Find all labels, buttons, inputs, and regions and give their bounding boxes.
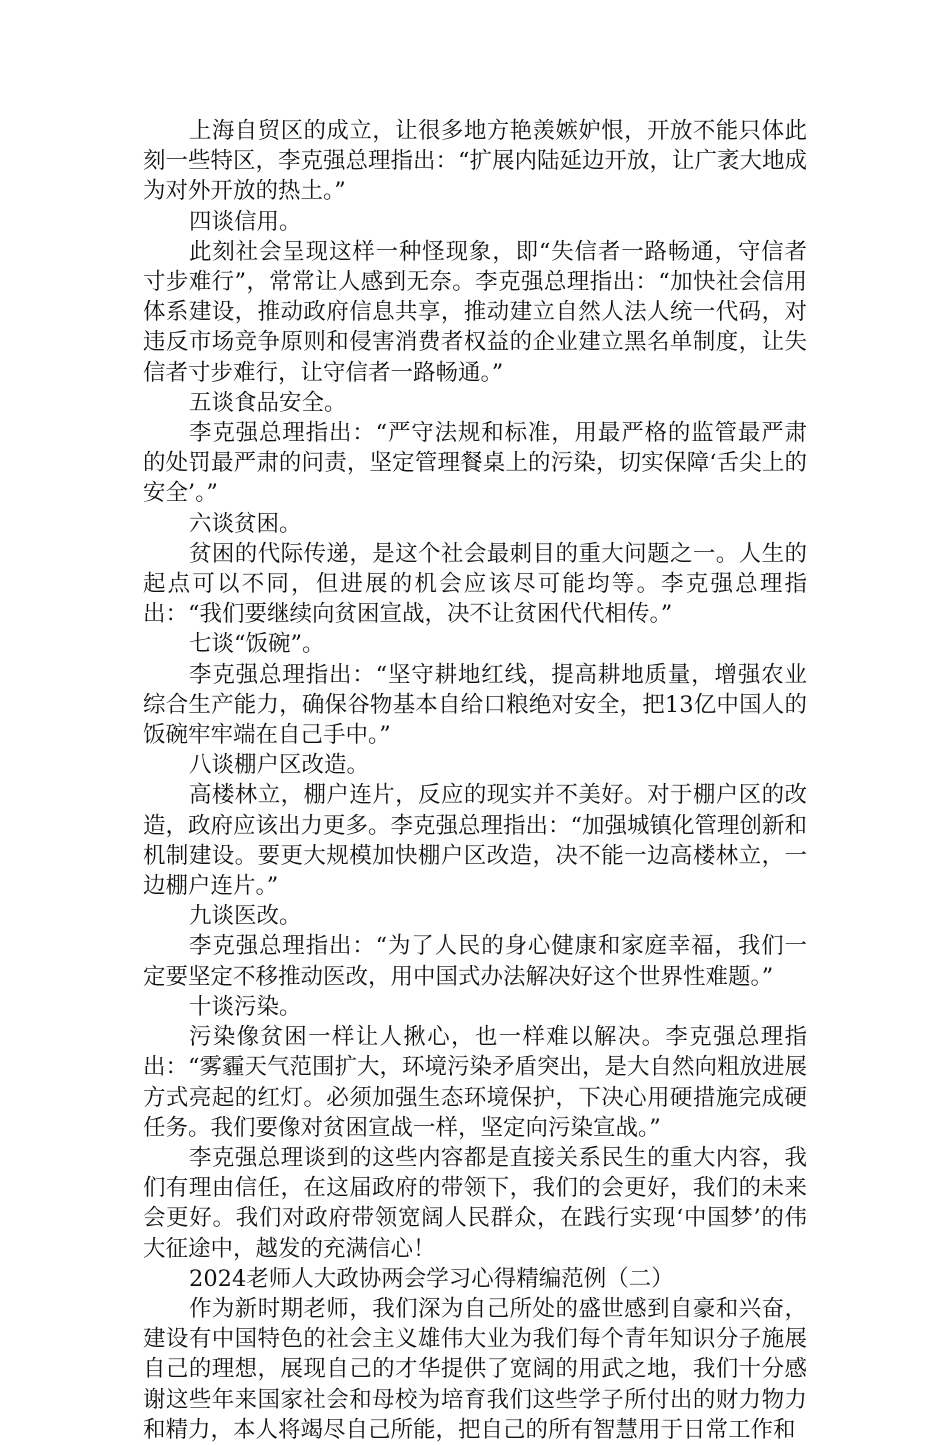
heading-poverty: 六谈贫困。 (189, 510, 302, 537)
paragraph-conclusion: 李克强总理谈到的这些内容都是直接关系民生的重大内容，我们有理由信任，在这届政府的带领下，我们的会更好，我们的未来会更好。我们对政府带领宽阔人民群众，在践行实现‘中国梦’的伟大征途中，越发的充满信心！ (143, 1144, 807, 1262)
heading-food-safety: 五谈食品安全。 (189, 389, 347, 416)
paragraph-opening-zone: 上海自贸区的成立，让很多地方艳羡嫉妒恨，开放不能只体此刻一些特区，李克强总理指出：“扩展内陆延边开放，让广袤大地成为对外开放的热土。” (143, 118, 808, 205)
heading-rice-bowl: 七谈“饭碗”。 (189, 631, 325, 658)
paragraph-shantytown: 高楼林立，棚户连片，反应的现实并不美好。对于棚户区的改造，政府应该出力更多。李克强总理指出：“加强城镇化管理创新和机制建设。要更大规模加快棚户区改造，决不能一边高楼林立，一边棚户连片。” (143, 782, 808, 900)
paragraph-food-safety: 李克强总理指出：“严守法规和标准，用最严格的监管最严肃的处罚最严肃的问责，坚定管理餐桌上的污染，切实保障‘舌尖上的安全’。” (143, 420, 807, 507)
document-body (143, 116, 807, 1445)
paragraph-medical-reform: 李克强总理指出：“为了人民的身心健康和家庭幸福，我们一定要坚定不移推动医改，用中国式办法解决好这个世界性难题。” (143, 933, 807, 990)
paragraph-teacher: 作为新时期老师，我们深为自己所处的盛世感到自豪和兴奋，建设有中国特色的社会主义雄伟大业为我们每个青年知识分子施展自己的理想，展现自己的才华提供了宽阔的用武之地，我们十分感谢这些年来国家社会和母校为培育我们这些学子所付出的财力物力和精力，本人将竭尽自己所能，把自己的所有智慧用于日常工作和 (143, 1295, 807, 1443)
heading-medical-reform: 九谈医改。 (189, 903, 302, 930)
section-title: 2024老师人大政协两会学习心得精编范例（二） (189, 1265, 674, 1292)
heading-pollution: 十谈污染。 (189, 993, 302, 1020)
heading-credit: 四谈信用。 (189, 208, 302, 235)
heading-shantytown: 八谈棚户区改造。 (189, 752, 370, 779)
paragraph-pollution: 污染像贫困一样让人揪心，也一样难以解决。李克强总理指出：“雾霾天气范围扩大，环境污染矛盾突出，是大自然向粗放进展方式亮起的红灯。必须加强生态环境保护，下决心用硬措施完成硬任务。我们要像对贫困宣战一样，坚定向污染宣战。” (143, 1024, 808, 1141)
paragraph-credit: 此刻社会呈现这样一种怪现象，即“失信者一路畅通，守信者寸步难行”，常常让人感到无奈。李克强总理指出：“加快社会信用体系建设，推动政府信息共享，推动建立自然人法人统一代码，对违反市场竞争原则和侵害消费者权益的企业建立黑名单制度，让失信者寸步难行，让守信者一路畅通。” (143, 238, 807, 386)
paragraph-poverty: 贫困的代际传递，是这个社会最刺目的重大问题之一。人生的起点可以不同，但进展的机会应该尽可能均等。李克强总理指出：“我们要继续向贫困宣战，决不让贫困代代相传。” (143, 540, 807, 628)
paragraph-rice-bowl: 李克强总理指出：“坚守耕地红线，提高耕地质量，增强农业综合生产能力，确保谷物基本自给口粮绝对安全，把13亿中国人的饭碗牢牢端在自己手中。” (143, 661, 807, 749)
